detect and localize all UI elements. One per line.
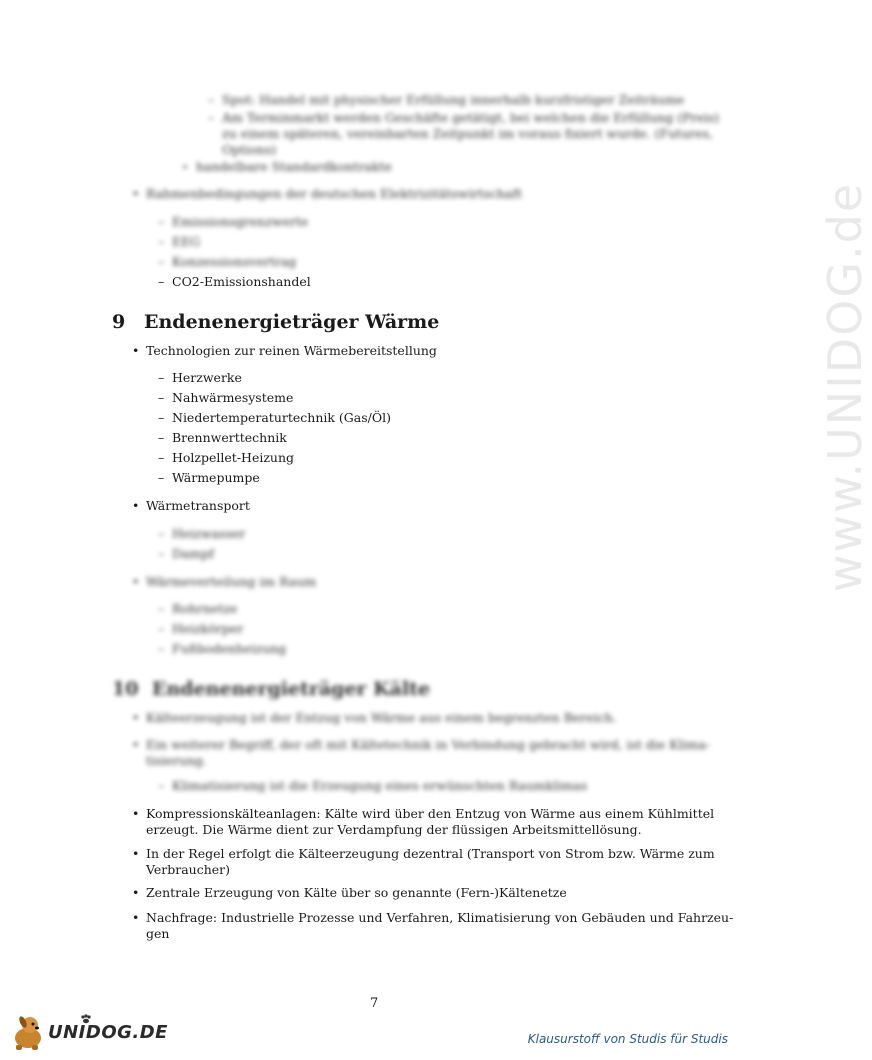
bullet-item-cont: tisierung. — [146, 753, 207, 768]
dash-item: – Rohrnetze — [158, 601, 238, 616]
bullet-item-cont: gen — [146, 926, 170, 941]
dash-item: – Klimatisierung ist die Erzeugung eines erwünschten Raumklimas — [158, 778, 588, 793]
dash-item: – Brennwerttechnik — [158, 430, 287, 445]
bullet-item: • Kälteerzeugung ist der Entzug von Wärme aus einem begrenzten Bereich. — [132, 710, 617, 725]
sub-bullet-item: • handelbare Standardkontrakte — [182, 159, 392, 174]
dash-item: – Heizkörper — [158, 621, 244, 636]
dash-item: – Fußbodenheizung — [158, 641, 287, 656]
dash-item: – Emissionsgrenzwerte — [158, 214, 309, 229]
bullet-item: • Wärmeverteilung im Raum — [132, 574, 317, 589]
dash-item: – Heizwasser — [158, 526, 246, 541]
dash-item: – Herzwerke — [158, 370, 242, 385]
dog-logo-icon — [8, 1012, 48, 1052]
bullet-item: • In der Regel erfolgt die Kälteerzeugung dezentral (Transport von Strom bzw. Wärme zum — [132, 846, 715, 861]
section-title: Endenenergieträger Kälte — [152, 678, 431, 700]
footer-tagline: Klausurstoff von Studis für Studis — [527, 1032, 728, 1046]
bullet-item-cont: erzeugt. Die Wärme dient zur Verdampfung der flüssigen Arbeitsmittellösung. — [146, 822, 642, 837]
sub-dash-item-cont: zu einem späteren, vereinbarten Zeitpunkt im voraus fixiert wurde. (Futures, — [222, 126, 714, 141]
bullet-item: • Ein weiterer Begriff, der oft mit Kältetechnik in Verbindung gebracht wird, ist die Klima- — [132, 737, 711, 752]
dash-item: – CO2-Emissionshandel — [158, 274, 311, 289]
watermark-text: www.UNIDOG.de — [818, 181, 872, 593]
sub-dash-item: – Spot: Handel mit physischer Erfüllung innerhalb kurzfristiger Zeiträume — [208, 92, 685, 107]
dash-item: – Nahwärmesysteme — [158, 390, 294, 405]
bullet-item: • Wärmetransport — [132, 498, 250, 513]
sub-dash-item: – Am Terminmarkt werden Geschäfte getätigt, bei welchen die Erfüllung (Preis) — [208, 110, 720, 125]
section-number: 9 — [112, 311, 126, 333]
dash-item: – Konzessionsvertrag — [158, 254, 297, 269]
dash-item: – Wärmepumpe — [158, 470, 260, 485]
dash-item: – Niedertemperaturtechnik (Gas/Öl) — [158, 410, 391, 425]
bullet-item: • Zentrale Erzeugung von Kälte über so genannte (Fern-)Kältenetze — [132, 885, 567, 900]
section-number: 10 — [112, 678, 139, 700]
bullet-item-cont: Verbraucher) — [146, 862, 231, 877]
dash-item: – Dampf — [158, 546, 214, 561]
dash-item: – Holzpellet-Heizung — [158, 450, 295, 465]
sub-dash-item-cont: Options) — [222, 142, 277, 157]
dash-item: – EEG — [158, 234, 201, 249]
bullet-item: • Technologien zur reinen Wärmebereitstellung — [132, 343, 437, 358]
bullet-item: • Nachfrage: Industrielle Prozesse und Verfahren, Klimatisierung von Gebäuden und Fahrzeu- — [132, 910, 734, 925]
bullet-item: • Kompressionskälteanlagen: Kälte wird über den Entzug von Wärme aus einem Kühlmittel — [132, 806, 715, 821]
logo-text: UNIDOG.DE — [48, 1022, 168, 1043]
bullet-item: • Rahmenbedingungen der deutschen Elektrizitätswirtschaft — [132, 186, 523, 201]
section-title: Endenenergieträger Wärme — [144, 311, 440, 333]
page-number: 7 — [370, 996, 379, 1011]
